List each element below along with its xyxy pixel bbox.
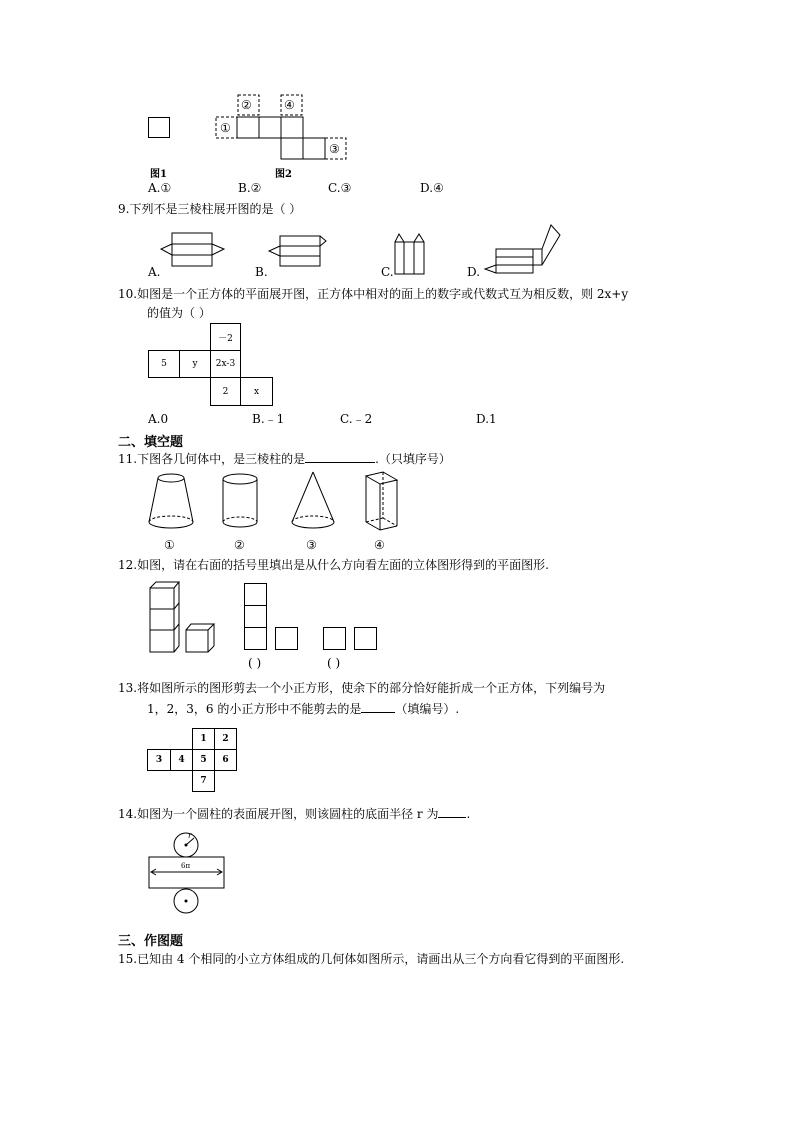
q13-cell-5: 5 <box>192 749 215 771</box>
q13-cell-4: 4 <box>170 749 193 771</box>
q11-label-1: ① <box>164 538 175 552</box>
q11-label-2: ② <box>234 538 245 552</box>
q9-option-a-figure <box>160 232 226 272</box>
q11-cone <box>290 470 336 536</box>
q10-stem-line1: 10.如图是一个正方体的平面展开图，正方体中相对的面上的数字或代数式互为相反数，则 2x+y <box>118 287 629 301</box>
q13-cell-6: 6 <box>214 749 237 771</box>
q13-stem-line1: 13.将如图所示的图形剪去一个小正方形，使余下的部分恰好能折成一个正方体，下列编号为 <box>118 681 606 695</box>
q13-cell-2: 2 <box>214 728 237 750</box>
q13-stem-line2 <box>147 701 459 717</box>
q9-option-b: B. <box>255 265 268 279</box>
q11-cylinder <box>221 472 261 536</box>
q8-circled-4: ④ <box>284 98 295 112</box>
q8-circled-3: ③ <box>329 142 340 156</box>
q11-label-4: ④ <box>374 538 385 552</box>
q10-option-c: C.﹣2 <box>340 412 373 426</box>
q10-cell-2x-3: 2x-3 <box>210 350 241 378</box>
q11-stem-after: .（只填序号） <box>375 452 451 466</box>
q12-stem: 12.如图，请在右面的括号里填出是从什么方向看左面的立体图形得到的平面图形. <box>118 558 549 572</box>
q8-option-d: D.④ <box>420 181 444 195</box>
q12-solid <box>148 578 218 658</box>
q8-figure-2 <box>214 94 354 168</box>
q11-answer-blank[interactable] <box>305 462 375 463</box>
q10-cell-5: 5 <box>148 350 180 378</box>
q10-cell-y: y <box>179 350 211 378</box>
q10-cell-x: x <box>240 377 273 406</box>
q11-frustum <box>146 472 196 536</box>
q13-net <box>147 728 238 792</box>
q13-stem-line2-before: 1，2，3，6 的小正方形中不能剪去的是 <box>147 702 362 716</box>
q15-stem: 15.已知由 4 个相同的小立方体组成的几何体如图所示，请画出从三个方向看它得到的平面图形. <box>118 952 625 966</box>
q12-view-1 <box>244 583 300 657</box>
q10-net <box>148 323 274 407</box>
q13-cell-3: 3 <box>147 749 171 771</box>
q14-cylinder-net <box>148 832 226 916</box>
q10-cell-2: 2 <box>210 377 241 406</box>
q8-square <box>148 117 172 139</box>
q9-stem: 9.下列不是三棱柱展开图的是（ ） <box>118 202 302 216</box>
q12-answer-paren-1[interactable]: ( ) <box>248 656 262 670</box>
q8-option-b: B.② <box>238 181 262 195</box>
q14-answer-blank[interactable] <box>438 817 466 818</box>
q10-stem-line2: 的值为（ ） <box>147 306 211 320</box>
q8-option-a: A.① <box>148 181 172 195</box>
q14-stem-after: . <box>466 807 471 821</box>
q9-option-c: C. <box>381 265 394 279</box>
q9-option-a: A. <box>148 265 161 279</box>
q9-option-d-figure <box>484 221 564 281</box>
q13-stem-line2-after: （填编号）. <box>395 702 460 716</box>
q8-circled-2: ② <box>241 98 252 112</box>
q8-option-c: C.③ <box>328 181 352 195</box>
q11-triangular-prism <box>363 470 403 538</box>
q9-option-c-figure <box>394 232 426 280</box>
q11-stem-before: 11.下图各几何体中，是三棱柱的是 <box>118 452 306 466</box>
q11-label-3: ③ <box>306 538 317 552</box>
q10-option-a: A.0 <box>148 412 169 426</box>
q10-option-b: B.﹣1 <box>252 412 285 426</box>
q13-cell-7: 7 <box>192 770 215 792</box>
q14-width-label: 6π <box>181 862 191 870</box>
q10-cell-minus2: －2 <box>210 323 241 351</box>
q10-option-d: D.1 <box>476 412 497 426</box>
q12-view-2 <box>323 627 379 657</box>
q11-stem <box>118 451 451 467</box>
q14-stem <box>118 806 470 822</box>
q9-option-b-figure <box>268 235 328 271</box>
q9-option-d: D. <box>467 265 481 279</box>
q12-answer-paren-2[interactable]: ( ) <box>327 656 341 670</box>
q8-fig2-label: 图2 <box>275 169 292 180</box>
q14-stem-before: 14.如图为一个圆柱的表面展开图，则该圆柱的底面半径 r 为 <box>118 807 439 821</box>
q8-circled-1: ① <box>220 121 231 135</box>
q13-answer-blank[interactable] <box>361 712 395 713</box>
section-3-title: 三、作图题 <box>118 934 184 949</box>
q14-r-label: r <box>188 831 192 840</box>
section-2-title: 二、填空题 <box>118 435 184 450</box>
q13-cell-1: 1 <box>192 728 215 750</box>
q8-figure-1 <box>148 117 172 143</box>
q8-fig1-label: 图1 <box>150 169 167 180</box>
